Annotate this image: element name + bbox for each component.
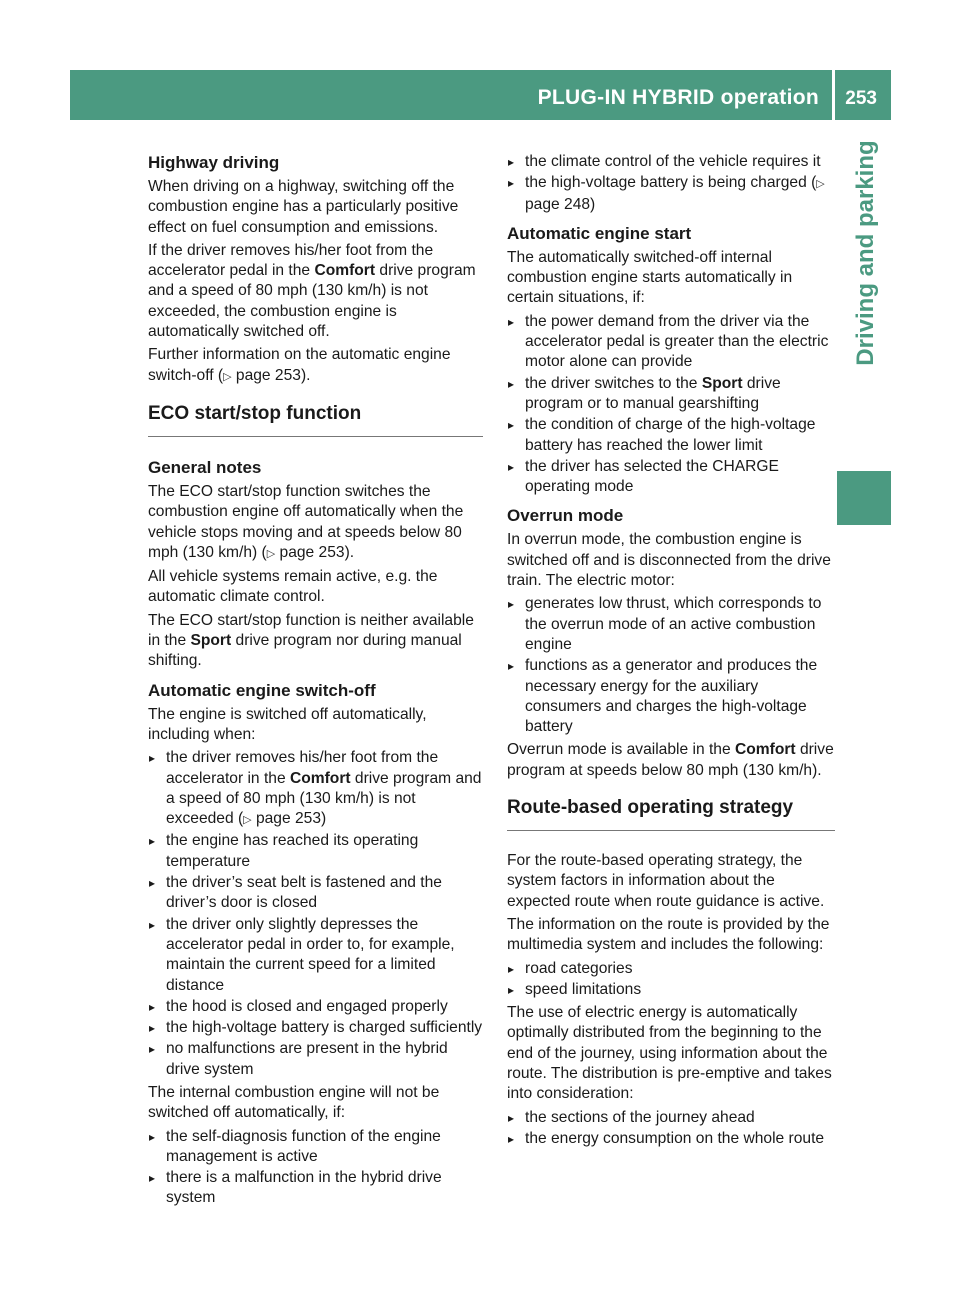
list-item: ▸ the climate control of the vehicle requires it	[508, 153, 821, 170]
bullet-list	[507, 959, 835, 1001]
list-item: ▸ the energy consumption on the whole route	[508, 1129, 825, 1147]
bullet-icon: ▸	[508, 314, 515, 329]
header-bar	[70, 70, 891, 120]
list-item: ▸ no malfunctions are present in the hybrid drive system	[149, 1040, 448, 1078]
subheading-engine-start: Automatic engine start	[507, 223, 692, 243]
arrow-icon: ▷	[816, 178, 825, 191]
bullet-icon: ▸	[149, 1129, 156, 1144]
subheading-overrun: Overrun mode	[507, 506, 624, 526]
section-heading-route: Route-based operating strategy	[507, 795, 835, 831]
page-reference-link[interactable]: page 248)	[525, 195, 596, 213]
paragraph: All vehicle systems remain active, e.g. the automatic climate control.	[148, 568, 438, 606]
bullet-icon: ▸	[508, 982, 515, 997]
bullet-icon: ▸	[508, 155, 515, 169]
bullet-icon: ▸	[149, 751, 156, 766]
list-item: ▸ the driver’s seat belt is fastened and the driver’s door is closed	[149, 874, 442, 912]
list-item: ▸ the power demand from the driver via the accelerator pedal is greater than the electric motor alone can provide	[508, 312, 829, 371]
paragraph: For the route-based operating strategy, the system factors in information about the expected route when route guidance is active.	[507, 852, 825, 910]
bullet-icon: ▸	[508, 961, 515, 976]
list-item: ▸ generates low thrust, which corresponds to the overrun mode of an active combustion engine	[508, 595, 822, 653]
bullet-icon: ▸	[149, 1042, 156, 1057]
list-item: ▸ the driver switches to the Sport drive program or to manual gearshifting	[508, 374, 781, 412]
bullet-icon: ▸	[508, 659, 515, 674]
bullet-list	[507, 1108, 835, 1150]
list-item: ▸ the sections of the journey ahead	[508, 1108, 755, 1126]
bullet-list	[507, 152, 835, 215]
arrow-icon: ▷	[266, 547, 276, 560]
subheading-general-notes: General notes	[148, 457, 262, 477]
list-item: ▸ road categories	[508, 959, 633, 977]
chapter-title: PLUG-IN HYBRID operation	[537, 86, 819, 109]
bullet-icon: ▸	[508, 376, 515, 391]
list-item: ▸ speed limitations	[508, 980, 642, 998]
bullet-list	[507, 312, 835, 498]
page-reference-link[interactable]: page 253)	[251, 810, 327, 828]
page-number: 253	[845, 88, 877, 109]
left-column	[148, 152, 483, 1212]
paragraph: In overrun mode, the combustion engine is switched off and is disconnected from the drive train. The electric motor:	[507, 531, 831, 590]
bullet-icon: ▸	[508, 597, 515, 612]
side-marker	[837, 471, 891, 525]
paragraph: Further information on the automatic engine switch-off (▷ page 253).	[148, 346, 451, 384]
bullet-list	[148, 748, 483, 1080]
list-item: ▸ the self-diagnosis function of the engine management is active	[149, 1127, 441, 1165]
paragraph: The internal combustion engine will not be switched off automatically, if:	[148, 1083, 440, 1122]
arrow-icon: ▷	[223, 370, 232, 383]
page-reference-link[interactable]: page 253).	[231, 366, 311, 384]
section-heading-eco: ECO start/stop function	[148, 401, 483, 437]
section-heading-highway: Highway driving	[148, 153, 280, 172]
paragraph: The engine is switched off automatically, including when:	[148, 705, 427, 743]
list-item: ▸ the driver has selected the CHARGE operating mode	[508, 457, 779, 496]
header-divider	[832, 70, 835, 120]
paragraph: If the driver removes his/her foot from the accelerator pedal in the Comfort drive program and a speed of 80 mph (130 km/h) is not exceeded, the combustion engine is automatically switched off.	[148, 241, 476, 341]
bullet-icon: ▸	[149, 834, 156, 849]
paragraph: When driving on a highway, switching off the combustion engine has a particularly positive effect on fuel consumption and emissions.	[148, 178, 459, 236]
list-item: ▸ there is a malfunction in the hybrid drive system	[149, 1169, 442, 1207]
bullet-icon: ▸	[149, 1021, 156, 1036]
bullet-icon: ▸	[508, 1131, 515, 1146]
bullet-list	[148, 1127, 483, 1209]
paragraph: Overrun mode is available in the Comfort drive program at speeds below 80 mph (130 km/h).	[507, 741, 834, 779]
bullet-list	[507, 594, 835, 737]
paragraph: The automatically switched-off internal combustion engine starts automatically in certain situations, if:	[507, 248, 793, 307]
list-item: ▸ the hood is closed and engaged properly	[149, 997, 448, 1015]
bullet-icon: ▸	[508, 176, 515, 191]
paragraph: The ECO start/stop function is neither available in the Sport drive program nor during manual shifting.	[148, 611, 474, 670]
list-item: ▸ the high-voltage battery is charged sufficiently	[149, 1019, 483, 1037]
subheading-switch-off: Automatic engine switch-off	[148, 680, 376, 700]
list-item: ▸ the driver removes his/her foot from the accelerator in the Comfort drive program and a speed of 80 mph (130 km/h) is not exceeded (▷ page 253)	[149, 749, 482, 828]
list-item: ▸ the condition of charge of the high-voltage battery has reached the lower limit	[508, 416, 816, 454]
list-item: ▸ the high-voltage battery is being charged (▷ page 248)	[508, 174, 825, 213]
bullet-icon: ▸	[508, 459, 515, 474]
list-item: ▸ functions as a generator and produces the necessary energy for the auxiliary consumers and charges the high-voltage battery	[508, 657, 818, 736]
paragraph: The information on the route is provided by the multimedia system and includes the following:	[507, 915, 830, 954]
side-tab-label: Driving and parking	[852, 140, 879, 366]
list-item: ▸ the driver only slightly depresses the accelerator pedal in order to, for example, maintain the current speed for a limited distance	[149, 915, 455, 994]
right-column	[507, 152, 835, 1152]
page-reference-link[interactable]: page 253).	[275, 543, 355, 561]
bullet-icon: ▸	[149, 917, 156, 932]
paragraph: The use of electric energy is automatically optimally distributed from the beginning to the end of the journey, using information about the route. The distribution is pre-emptive and takes into consideration:	[507, 1004, 832, 1103]
bullet-icon: ▸	[508, 418, 515, 433]
bullet-icon: ▸	[508, 1110, 515, 1125]
arrow-icon: ▷	[243, 814, 252, 827]
bullet-icon: ▸	[149, 876, 156, 891]
list-item: ▸ the engine has reached its operating temperature	[149, 832, 419, 870]
bullet-icon: ▸	[149, 1171, 156, 1186]
paragraph: The ECO start/stop function switches the combustion engine off automatically when the vehicle stops moving and at speeds below 80 mph (130 km/h) (▷ page 253).	[148, 482, 464, 561]
bullet-icon: ▸	[149, 999, 156, 1014]
